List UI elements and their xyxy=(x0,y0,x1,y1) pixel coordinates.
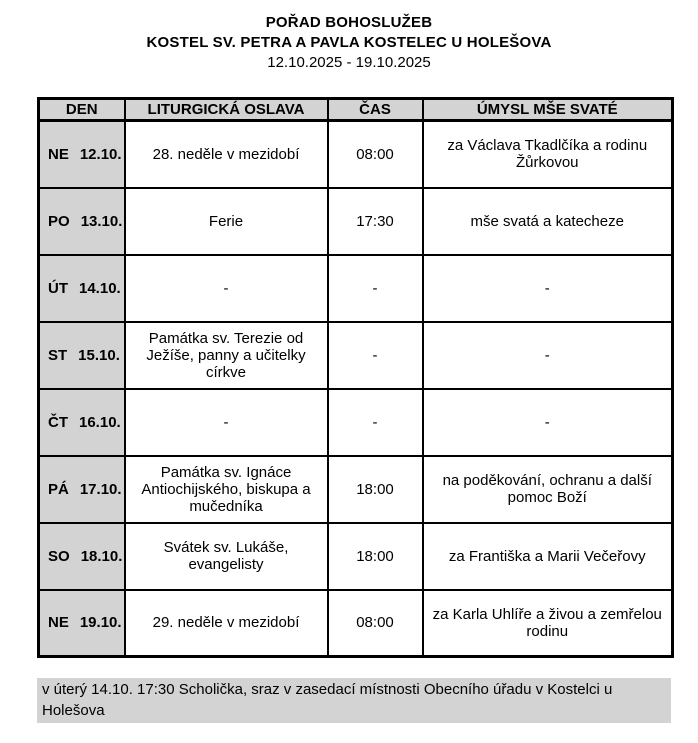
document-header xyxy=(0,13,698,73)
table-row xyxy=(39,188,673,255)
time-cell: 18:00 xyxy=(328,456,423,523)
table-row xyxy=(39,121,673,188)
time-cell: 18:00 xyxy=(328,523,423,590)
col-header-liturgy: LITURGICKÁ OSLAVA xyxy=(125,99,328,121)
day-cell xyxy=(39,523,125,590)
day-abbr: PO xyxy=(48,212,70,230)
time-cell: 17:30 xyxy=(328,188,423,255)
intention-cell: za Karla Uhlíře a živou a zemřelou rodinu xyxy=(423,590,673,657)
day-cell xyxy=(39,456,125,523)
table-row xyxy=(39,523,673,590)
page-subtitle: KOSTEL SV. PETRA A PAVLA KOSTELEC U HOLEŠOVA xyxy=(146,34,552,51)
day-date: 14.10. xyxy=(79,279,121,297)
day-date: 13.10. xyxy=(80,212,123,230)
day-cell xyxy=(39,188,125,255)
liturgy-cell: - xyxy=(125,389,328,456)
day-abbr: NE xyxy=(48,145,69,163)
day-cell xyxy=(39,389,125,456)
table-row xyxy=(39,389,673,456)
intention-cell: na poděkování, ochranu a další pomoc Boží xyxy=(423,456,673,523)
date-range: 12.10.2025 - 19.10.2025 xyxy=(267,54,431,71)
day-cell xyxy=(39,590,125,657)
table-header-row xyxy=(39,99,673,121)
table-row xyxy=(39,255,673,322)
col-header-day: DEN xyxy=(39,99,125,121)
schedule-table-container xyxy=(37,97,671,658)
day-cell xyxy=(39,322,125,389)
intention-cell: - xyxy=(423,255,673,322)
liturgy-cell: 28. neděle v mezidobí xyxy=(125,121,328,188)
liturgy-cell: Památka sv. Terezie od Ježíše, panny a učitelky církve xyxy=(125,322,328,389)
intention-cell: mše svatá a katecheze xyxy=(423,188,673,255)
liturgy-cell: Památka sv. Ignáce Antiochijského, biskupa a mučedníka xyxy=(125,456,328,523)
day-abbr: ÚT xyxy=(48,279,68,297)
day-date: 16.10. xyxy=(79,413,121,431)
day-abbr: ST xyxy=(48,346,68,364)
day-date: 18.10. xyxy=(80,547,123,565)
intention-cell: - xyxy=(423,322,673,389)
day-date: 19.10. xyxy=(79,614,122,632)
intention-cell: za Františka a Marii Večeřovy xyxy=(423,523,673,590)
schedule-table xyxy=(37,97,674,658)
liturgy-cell: Svátek sv. Lukáše, evangelisty xyxy=(125,523,328,590)
time-cell: - xyxy=(328,322,423,389)
day-date: 17.10. xyxy=(79,480,122,498)
col-header-intention: ÚMYSL MŠE SVATÉ xyxy=(423,99,673,121)
intention-cell: za Václava Tkadlčíka a rodinu Žůrkovou xyxy=(423,121,673,188)
liturgy-cell: - xyxy=(125,255,328,322)
page-title: POŘAD BOHOSLUŽEB xyxy=(265,14,433,31)
day-abbr: PÁ xyxy=(48,480,69,498)
footer-note: v úterý 14.10. 17:30 Scholička, sraz v zasedací místnosti Obecního úřadu v Kostelci u Holešova xyxy=(37,678,671,723)
time-cell: - xyxy=(328,389,423,456)
day-cell xyxy=(39,121,125,188)
col-header-time: ČAS xyxy=(328,99,423,121)
table-row xyxy=(39,456,673,523)
table-row xyxy=(39,322,673,389)
time-cell: 08:00 xyxy=(328,121,423,188)
time-cell: 08:00 xyxy=(328,590,423,657)
day-cell xyxy=(39,255,125,322)
day-abbr: ČT xyxy=(48,413,68,431)
day-abbr: SO xyxy=(48,547,70,565)
liturgy-cell: Ferie xyxy=(125,188,328,255)
table-row xyxy=(39,590,673,657)
day-abbr: NE xyxy=(48,614,69,632)
liturgy-cell: 29. neděle v mezidobí xyxy=(125,590,328,657)
day-date: 15.10. xyxy=(78,346,120,364)
day-date: 12.10. xyxy=(79,145,122,163)
time-cell: - xyxy=(328,255,423,322)
intention-cell: - xyxy=(423,389,673,456)
